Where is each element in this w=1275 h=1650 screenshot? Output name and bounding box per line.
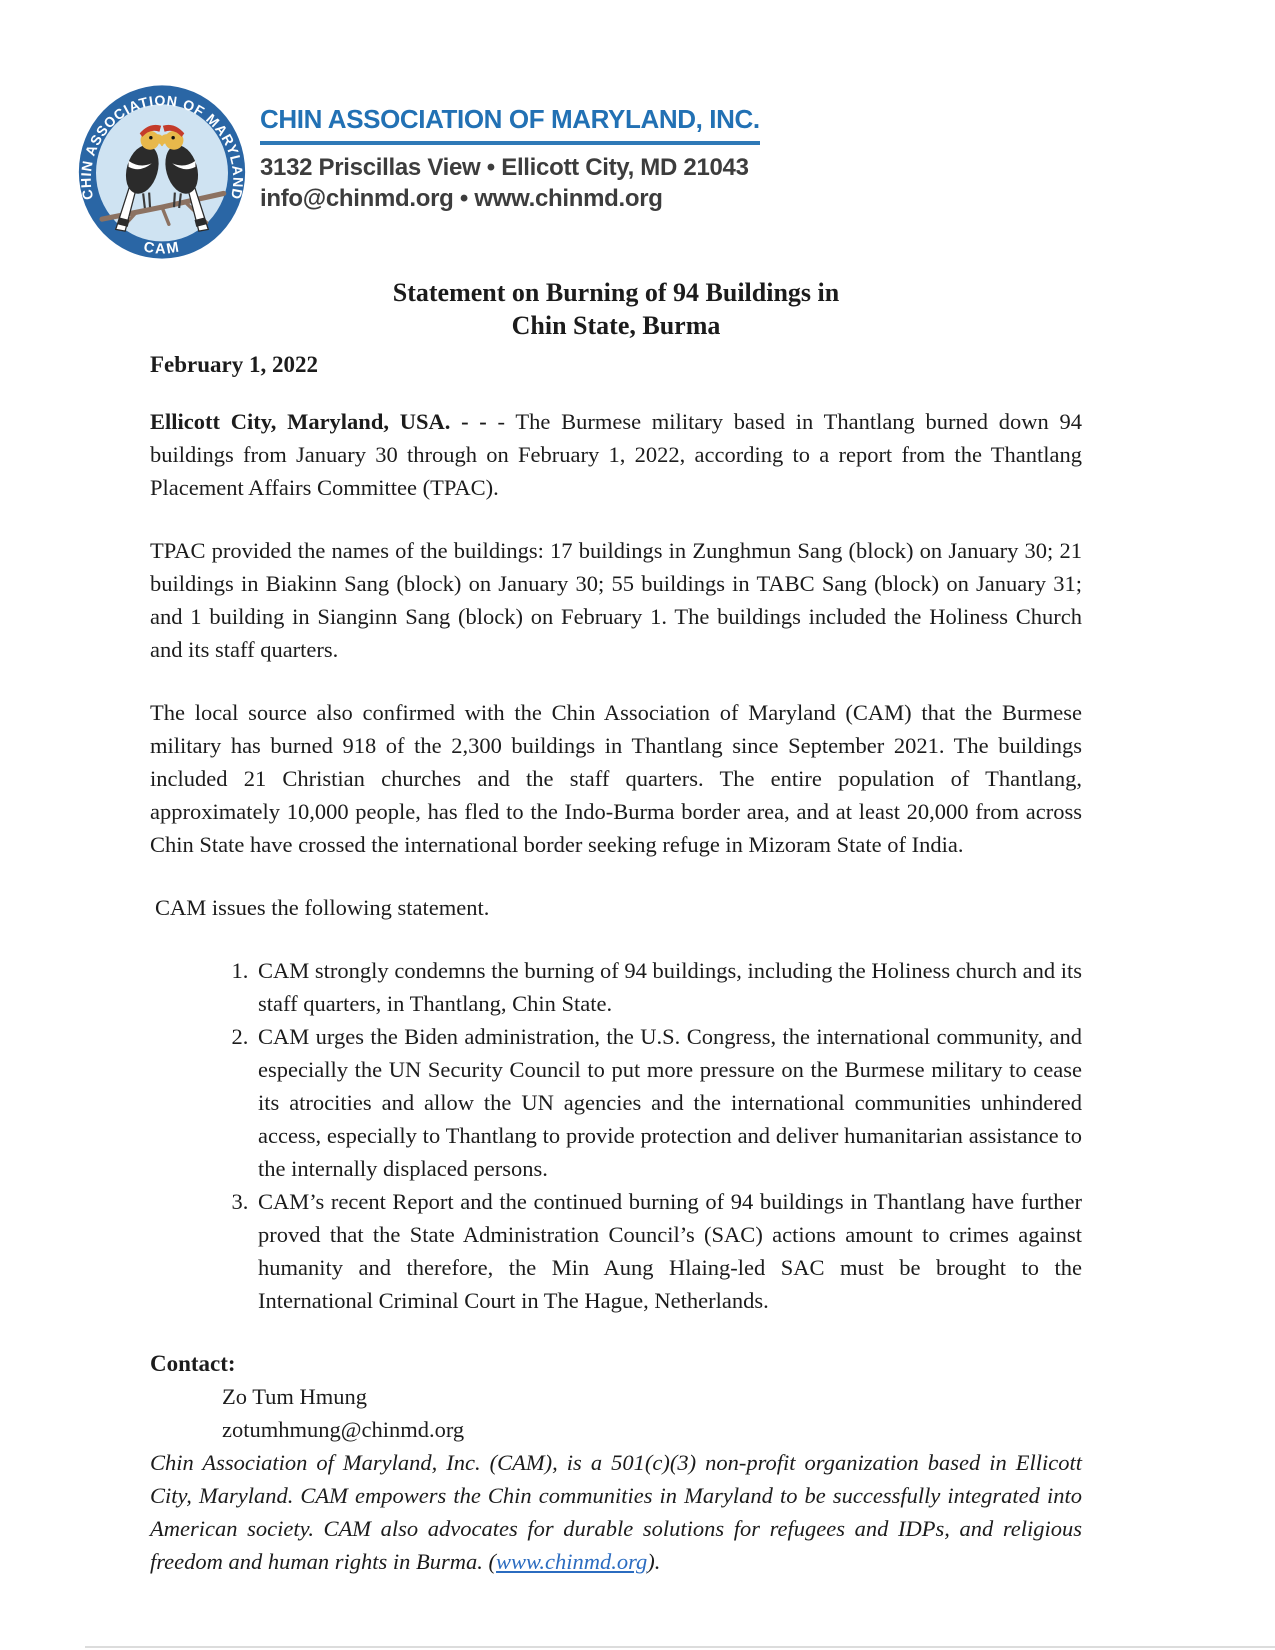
footer-boilerplate [150,1446,1082,1578]
logo-ring-text: CHIN ASSOCIATION OF MARYLAND [77,92,247,202]
chinmd-org-link[interactable]: www.chinmd.org [496,1549,648,1574]
statement-list [150,954,1082,1317]
title-line-1: Statement on Burning of 94 Buildings in [392,278,840,307]
document-title [150,276,1082,342]
scan-artifact-line [85,1646,1275,1648]
statement-item-1: 1. CAM strongly condemns the burning of 94 buildings, including the Holiness church and its staff quarters, in Thantlang, Chin State. [254,954,1082,1020]
contact-name: Zo Tum Hmung [222,1384,368,1409]
footer-text-pre: Chin Association of Maryland, Inc. (CAM), is a 501(c)(3) non-profit organization based in Ellicott City, Maryland. CAM empowers the Chin communities in Maryland to be successfully integrated into American society. CAM also advocates for durable solutions for refugees and IDPs, and religious freedom and human rights in Burma. ( [150,1450,1082,1574]
paragraph-statement-intro: CAM issues the following statement. [155,895,490,920]
org-name: CHIN ASSOCIATION OF MARYLAND, INC. [260,104,760,134]
contact-label: Contact: [150,1351,236,1376]
cam-logo-emblem [76,82,248,262]
header-rule [260,141,760,145]
contact-email: zotumhmung@chinmd.org [222,1417,465,1442]
statement-item-2: 2. CAM urges the Biden administration, the U.S. Congress, the international community, and especially the UN Security Council to put more pressure on the Burmese military to cease its atrocities and allow the UN agencies and the international communities unhindered access, especially to Thantlang to provide protection and deliver humanitarian assistance to the internally displaced persons. [254,1020,1082,1185]
document-date: February 1, 2022 [150,352,319,377]
document-body [150,276,1082,1578]
cam-logo [76,82,248,262]
svg-text:CAM [142,239,181,257]
dateline-lead: Ellicott City, Maryland, USA. - - [150,409,498,434]
footer-text-post: ). [647,1549,661,1574]
paragraph-local-source: The local source also confirmed with the Chin Association of Maryland (CAM) that the Burmese military has burned 918 of the 2,300 buildings in Thantlang since September 2021. The buildings included 21 Christian churches and the staff quarters. The entire population of Thantlang, approximately 10,000 people, has fled to the Indo-Burma border area, and at least 20,000 from across Chin State have crossed the international border seeking refuge in Mizoram State of India. [150,700,1082,857]
org-contact-line: info@chinmd.org • www.chinmd.org [260,185,663,212]
letterhead [260,104,820,214]
org-address: 3132 Priscillas View • Ellicott City, MD 21043 [260,154,749,181]
paragraph-tpac: TPAC provided the names of the buildings: 17 buildings in Zunghmun Sang (block) on January 30; 21 buildings in Biakinn Sang (block) on January 30; 55 buildings in TABC Sang (block) on January 31; and 1 building in Sianginn Sang (block) on February 1. The buildings included the Holiness Church and its staff quarters. [150,538,1082,662]
paragraph-dateline [150,405,1082,504]
title-line-2: Chin State, Burma [511,311,721,340]
dateline-rest: - The Burmese military based in Thantlang burned down 94 buildings from January 30 through on February 1, 2022, according to a report from the Thantlang Placement Affairs Committee (TPAC). [150,409,1082,500]
statement-item-3: 3. CAM’s recent Report and the continued burning of 94 buildings in Thantlang have further proved that the State Administration Council’s (SAC) actions amount to crimes against humanity and therefore, the Min Aung Hlaing-led SAC must be brought to the International Criminal Court in The Hague, Netherlands. [254,1185,1082,1317]
logo-cam-text: CAM [142,239,182,258]
